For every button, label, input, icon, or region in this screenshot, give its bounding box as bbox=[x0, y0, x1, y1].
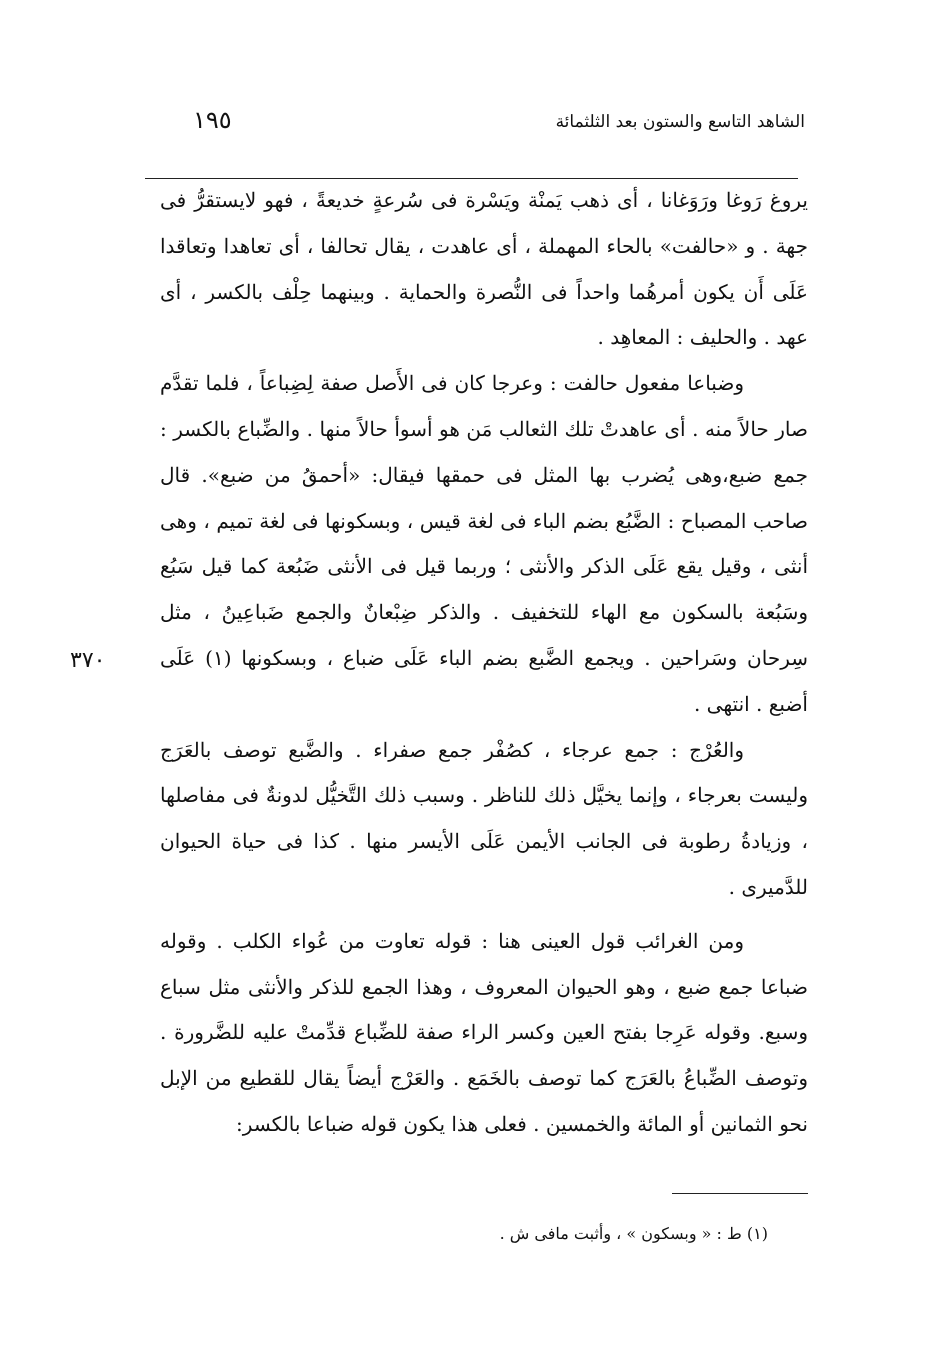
paragraph-1: يروغ رَوغا ورَوَغانا ، أى ذهب يَمنْة ويَسْرة فى سُرعةٍ خديعةً ، فهو لايستقرُّ فى جهة . و «حالفت» بالحاء المهملة ، أى عاهدت ، يقال تحالفا ، أى تعاهدا وتعاقدا عَلَى أَن يكون أمرهُما واحداً فى النُّصرة والحماية . وبينهما حِلْف بالكسر ، أى عهد . والحليف : المعاهِد . bbox=[160, 188, 808, 350]
paragraph-2: وضباعا مفعول حالفت : وعرجا كان فى الأَصل صفة لِضِباعاً ، فلما تقدَّم صار حالاً منه . أى عاهدتْ تلك الثعالب مَن هو أسوأ حالاً منها . والضِّباع بالكسر : جمع ضبع،وهى يُضرب بها المثل فى حمقها فيقال: «أحمقُ من ضبع». قال صاحب المصباح : الضَّبُع بضم الباء فى لغة قيس ، وبسكونها فى لغة تميم ، وهى أنثى ، وقيل يقع عَلَى الذكر والأنثى ؛ وربما قيل فى الأنثى ضَبُعة كما قيل سَبُع وسَبُعة بالسكون مع الهاء للتخفيف . والذكر ضِبْعانٌ والجمع ضَباعِينُ ، مثل سِرحان وسَراحين . ويجمع الضَّبع بضم الباء عَلَى ضباع ، وبسكونها (١) عَلَى أضبع . انتهى . bbox=[160, 371, 808, 716]
main-text bbox=[160, 178, 808, 1148]
running-title: الشاهد التاسع والستون بعد الثلثمائة bbox=[555, 112, 805, 132]
margin-reference-number: ٣٧٠ bbox=[70, 648, 106, 673]
footnote-rule bbox=[672, 1193, 808, 1194]
paragraph-3: والعُرْج : جمع عرجاء ، كصُفْر جمع صفراء . والضَّبع توصف بالعَرَج وليست بعرجاء ، وإنما يخيَّل ذلك للناظر . وسبب ذلك التَّخيُّل لدونةٌ فى مفاصلها ، وزيادةُ رطوبة فى الجانب الأيمن عَلَى الأيسر منها . كذا فى حياة الحيوان للدَّميرى . bbox=[160, 737, 808, 899]
footnote: (١) ط : « وبسكون » ، وأثبت مافى ش . bbox=[499, 1224, 768, 1243]
page-header bbox=[145, 100, 805, 144]
paragraph-4: ومن الغرائب قول العينى هنا : قوله تعاوت من عُواء الكلب . وقوله ضباعا جمع ضبع ، وهو الحيوان المعروف ، وهذا الجمع للذكر والأنثى مثل سباع وسبع. وقوله عَرِجا بفتح العين وكسر الراء صفة للضِّباع قدِّمتْ عليه للضَّرورة . وتوصف الضِّباعُ بالعَرَج كما توصف بالخَمَع . والعَرْج أيضاً يقال للقطيع من الإبل نحو الثمانين أو المائة والخمسين . فعلى هذا يكون قوله ضباعا بالكسر: bbox=[160, 928, 808, 1136]
page-number: ١٩٥ bbox=[193, 106, 232, 134]
